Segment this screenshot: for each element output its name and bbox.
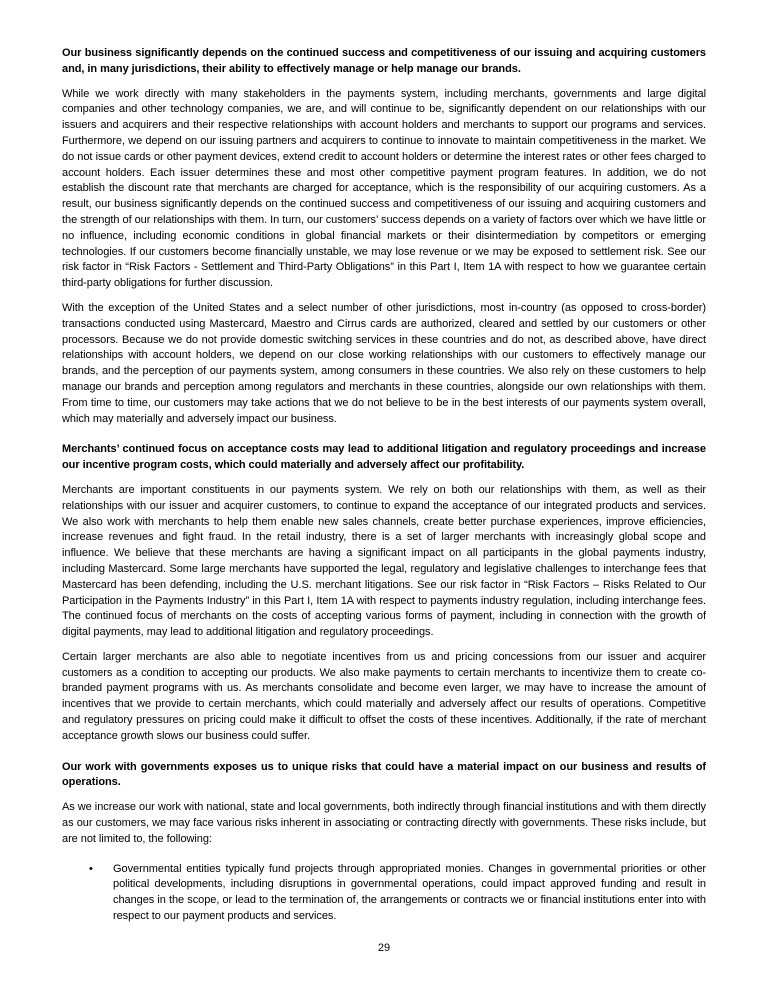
risk-heading-merchants-acceptance-costs: Merchants’ continued focus on acceptance costs may lead to additional litigation and regulatory proceedings and increase our incentive program costs, which could materially and adversely affect our profitability. [62, 443, 706, 472]
bullet-marker-icon: • [89, 862, 93, 875]
page-number: 29 [377, 942, 391, 954]
paragraph-in-country-transactions: With the exception of the United States and a select number of other jurisdictions, most in-country (as opposed to cross-border) transactions conducted using Mastercard, Maestro and Cirrus cards are authorized, cleared and settled by our customers or other processors. Because we do not provide domestic switching services in these countries and do not, as described above, have direct relationships with account holders, we depend on our close working relationships with our customers to effectively manage our brands, and the perception of our payments system, among consumers in these countries. We also rely on these customers to help manage our brands and perception among regulators and merchants in these countries, alongside our own relationships with them. From time to time, our customers may take actions that we do not believe to be in the best interests of our payments system overall, which may materially and adversely impact our business. [62, 301, 706, 425]
risk-heading-government-work: Our work with governments exposes us to unique risks that could have a material impact on our business and results of operations. [62, 760, 706, 789]
page-content [62, 46, 706, 925]
bullet-item-governmental-funding [62, 862, 706, 925]
risk-heading-issuing-acquiring-customers: Our business significantly depends on the continued success and competitiveness of our issuing and acquiring customers and, in many jurisdictions, their ability to effectively manage or help manage our brands. [62, 47, 706, 75]
paragraph-merchant-incentives: Certain larger merchants are also able to negotiate incentives from us and pricing concessions from our issuer and acquirer customers as a condition to accepting our products. We also make payments to certain merchants to incentivize them to create co-branded payment programs with us. As merchants consolidate and become even larger, we may have to increase the amount of incentives that we provide to certain merchants, which could materially and adversely affect our results of operations. Competitive and regulatory pressures on pricing could make it difficult to offset the costs of these incentives. Additionally, if the rate of merchant acceptance growth slows our business could suffer. [62, 650, 706, 742]
paragraph-stakeholders-dependence: While we work directly with many stakeholders in the payments system, including merchants, governments and large digital companies and other technology companies, we are, and will continue to be, significantly dependent on our relationships with our issuers and acquirers and their respective relationships with account holders and merchants to support our programs and services. Furthermore, we depend on our issuing partners and acquirers to continue to innovate to maintain competitiveness in the market. We do not issue cards or other payment devices, extend credit to account holders or determine the interest rates or other fees charged to account holders. Each issuer determines these and most other competitive payment program features. In addition, we do not establish the discount rate that merchants are charged for acceptance, which is the responsibility of our acquiring customers. As a result, our business significantly depends on the continued success and competitiveness of our issuing and acquiring customers and the strength of our relationships with them. In turn, our customers’ success depends on a variety of factors over which we have little or no influence, including economic conditions in global financial markets or their disintermediation by competitors or emerging technologies. If our customers become financially unstable, we may lose revenue or we may be exposed to settlement risk. See our risk factor in “Risk Factors - Settlement and Third-Party Obligations” in this Part I, Item 1A with respect to how we guarantee certain third-party obligations for further discussion. [62, 87, 706, 290]
paragraph-government-risks-intro: As we increase our work with national, state and local governments, both indirectly through financial institutions and with them directly as our customers, we may face various risks inherent in associating or contracting directly with governments. These risks include, but are not limited to, the following: [62, 801, 706, 845]
page-footer [0, 938, 768, 957]
paragraph-merchants-constituents: Merchants are important constituents in our payments system. We rely on both our relationships with them, as well as their relationships with our issuer and acquirer customers, to continue to expand the acceptance of our integrated products and services. We also work with merchants to help them enable new sales channels, create better purchase experiences, improve efficiencies, increase revenues and fight fraud. In the retail industry, there is a set of larger merchants with increasingly global scope and influence. We believe that these merchants are having a significant impact on all participants in the global payments industry, including Mastercard. Some large merchants have supported the legal, regulatory and legislative challenges to interchange fees that Mastercard has been defending, including the U.S. merchant litigations. See our risk factor in “Risk Factors – Risks Related to Our Participation in the Payments Industry” in this Part I, Item 1A with respect to payments industry regulation, including interchange fees. The continued focus of merchants on the costs of accepting various forms of payment, including in connection with the growth of digital payments, may lead to additional litigation and regulatory proceedings. [62, 483, 706, 639]
bullet-text-governmental-funding: Governmental entities typically fund projects through appropriated monies. Changes in governmental priorities or other political developments, including disruptions in governmental operations, could impact approved funding and result in changes in the scope, or lead to the termination of, the arrangements or contracts we or financial institutions enter into with respect to our payment products and services. [113, 862, 706, 923]
